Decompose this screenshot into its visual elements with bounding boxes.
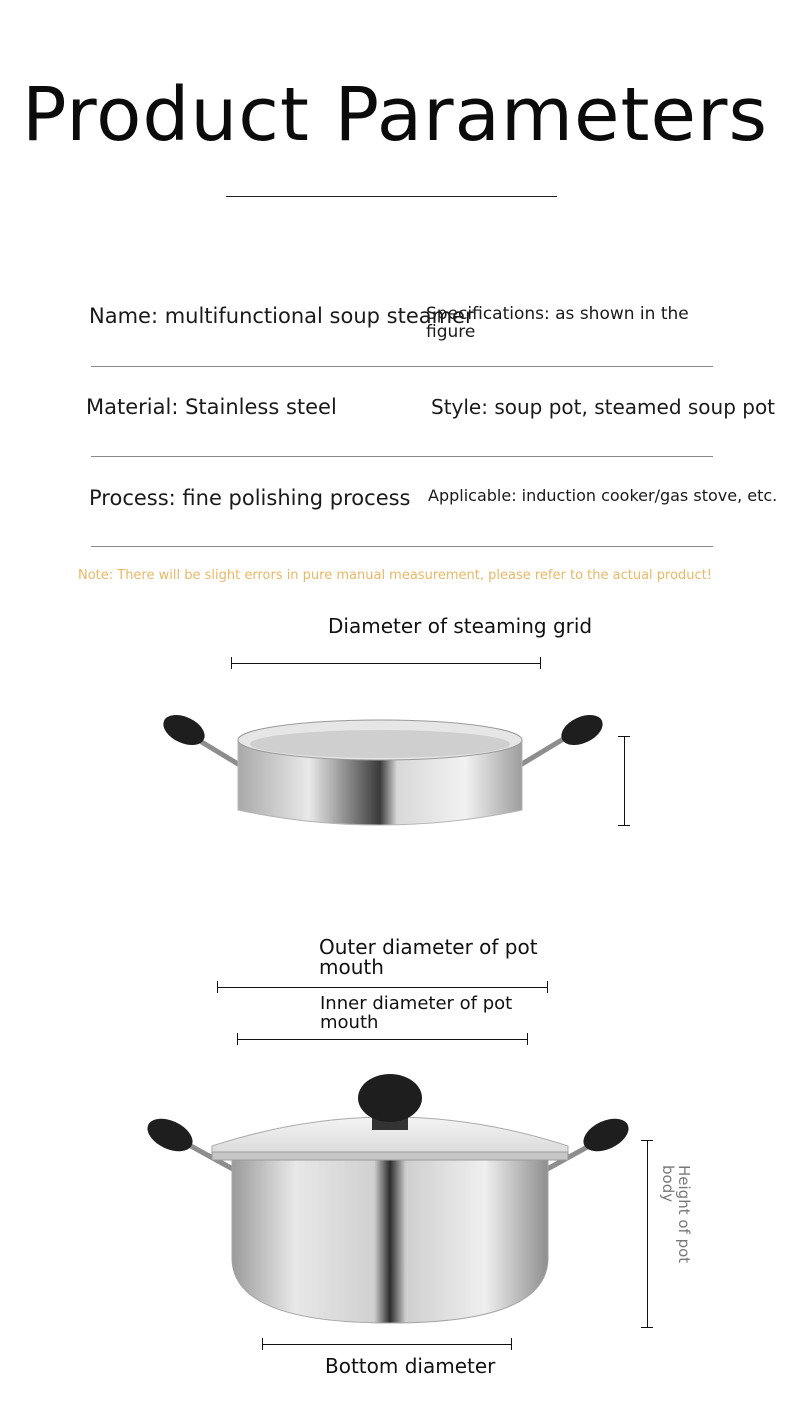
outer-mouth-dimension-line [217, 987, 548, 988]
inner-mouth-dimension-line [237, 1039, 528, 1040]
row-divider [91, 366, 713, 367]
spec-name: Name: multifunctional soup steamer [89, 304, 474, 328]
spec-material: Material: Stainless steel [86, 395, 337, 419]
soup-pot-image [140, 1068, 640, 1338]
row-divider [91, 456, 713, 457]
pot-height-label: Height of pot body [659, 1165, 693, 1264]
dimension-tick [540, 657, 541, 669]
dimension-tick [511, 1338, 512, 1350]
bottom-diameter-label: Bottom diameter [325, 1354, 496, 1378]
dimension-tick [618, 825, 630, 826]
dimension-tick [231, 657, 232, 669]
spec-specifications: Specifications: as shown in the figure [426, 304, 689, 342]
steamer-grid-image [150, 700, 620, 840]
bottom-dimension-line [262, 1344, 512, 1345]
dimension-tick [262, 1338, 263, 1350]
dimension-tick [547, 981, 548, 993]
outer-mouth-label: Outer diameter of pot mouth [319, 935, 538, 979]
steamer-height-line [624, 736, 625, 826]
inner-mouth-label: Inner diameter of pot mouth [320, 993, 513, 1033]
page-title: Product Parameters [21, 72, 769, 158]
dimension-tick [217, 981, 218, 993]
dimension-tick [527, 1033, 528, 1045]
spec-applicable: Applicable: induction cooker/gas stove, etc. [428, 486, 778, 505]
measurement-note: Note: There will be slight errors in pure manual measurement, please refer to the actual product! [77, 568, 713, 583]
pot-height-line [647, 1140, 648, 1328]
dimension-tick [237, 1033, 238, 1045]
steaming-grid-label: Diameter of steaming grid [328, 614, 593, 638]
steaming-grid-dimension-line [231, 663, 541, 664]
title-divider [226, 196, 557, 197]
spec-style: Style: soup pot, steamed soup pot [431, 395, 776, 419]
spec-process: Process: fine polishing process [89, 486, 411, 510]
dimension-tick [641, 1140, 653, 1141]
row-divider [91, 546, 713, 547]
dimension-tick [618, 736, 630, 737]
dimension-tick [641, 1327, 653, 1328]
